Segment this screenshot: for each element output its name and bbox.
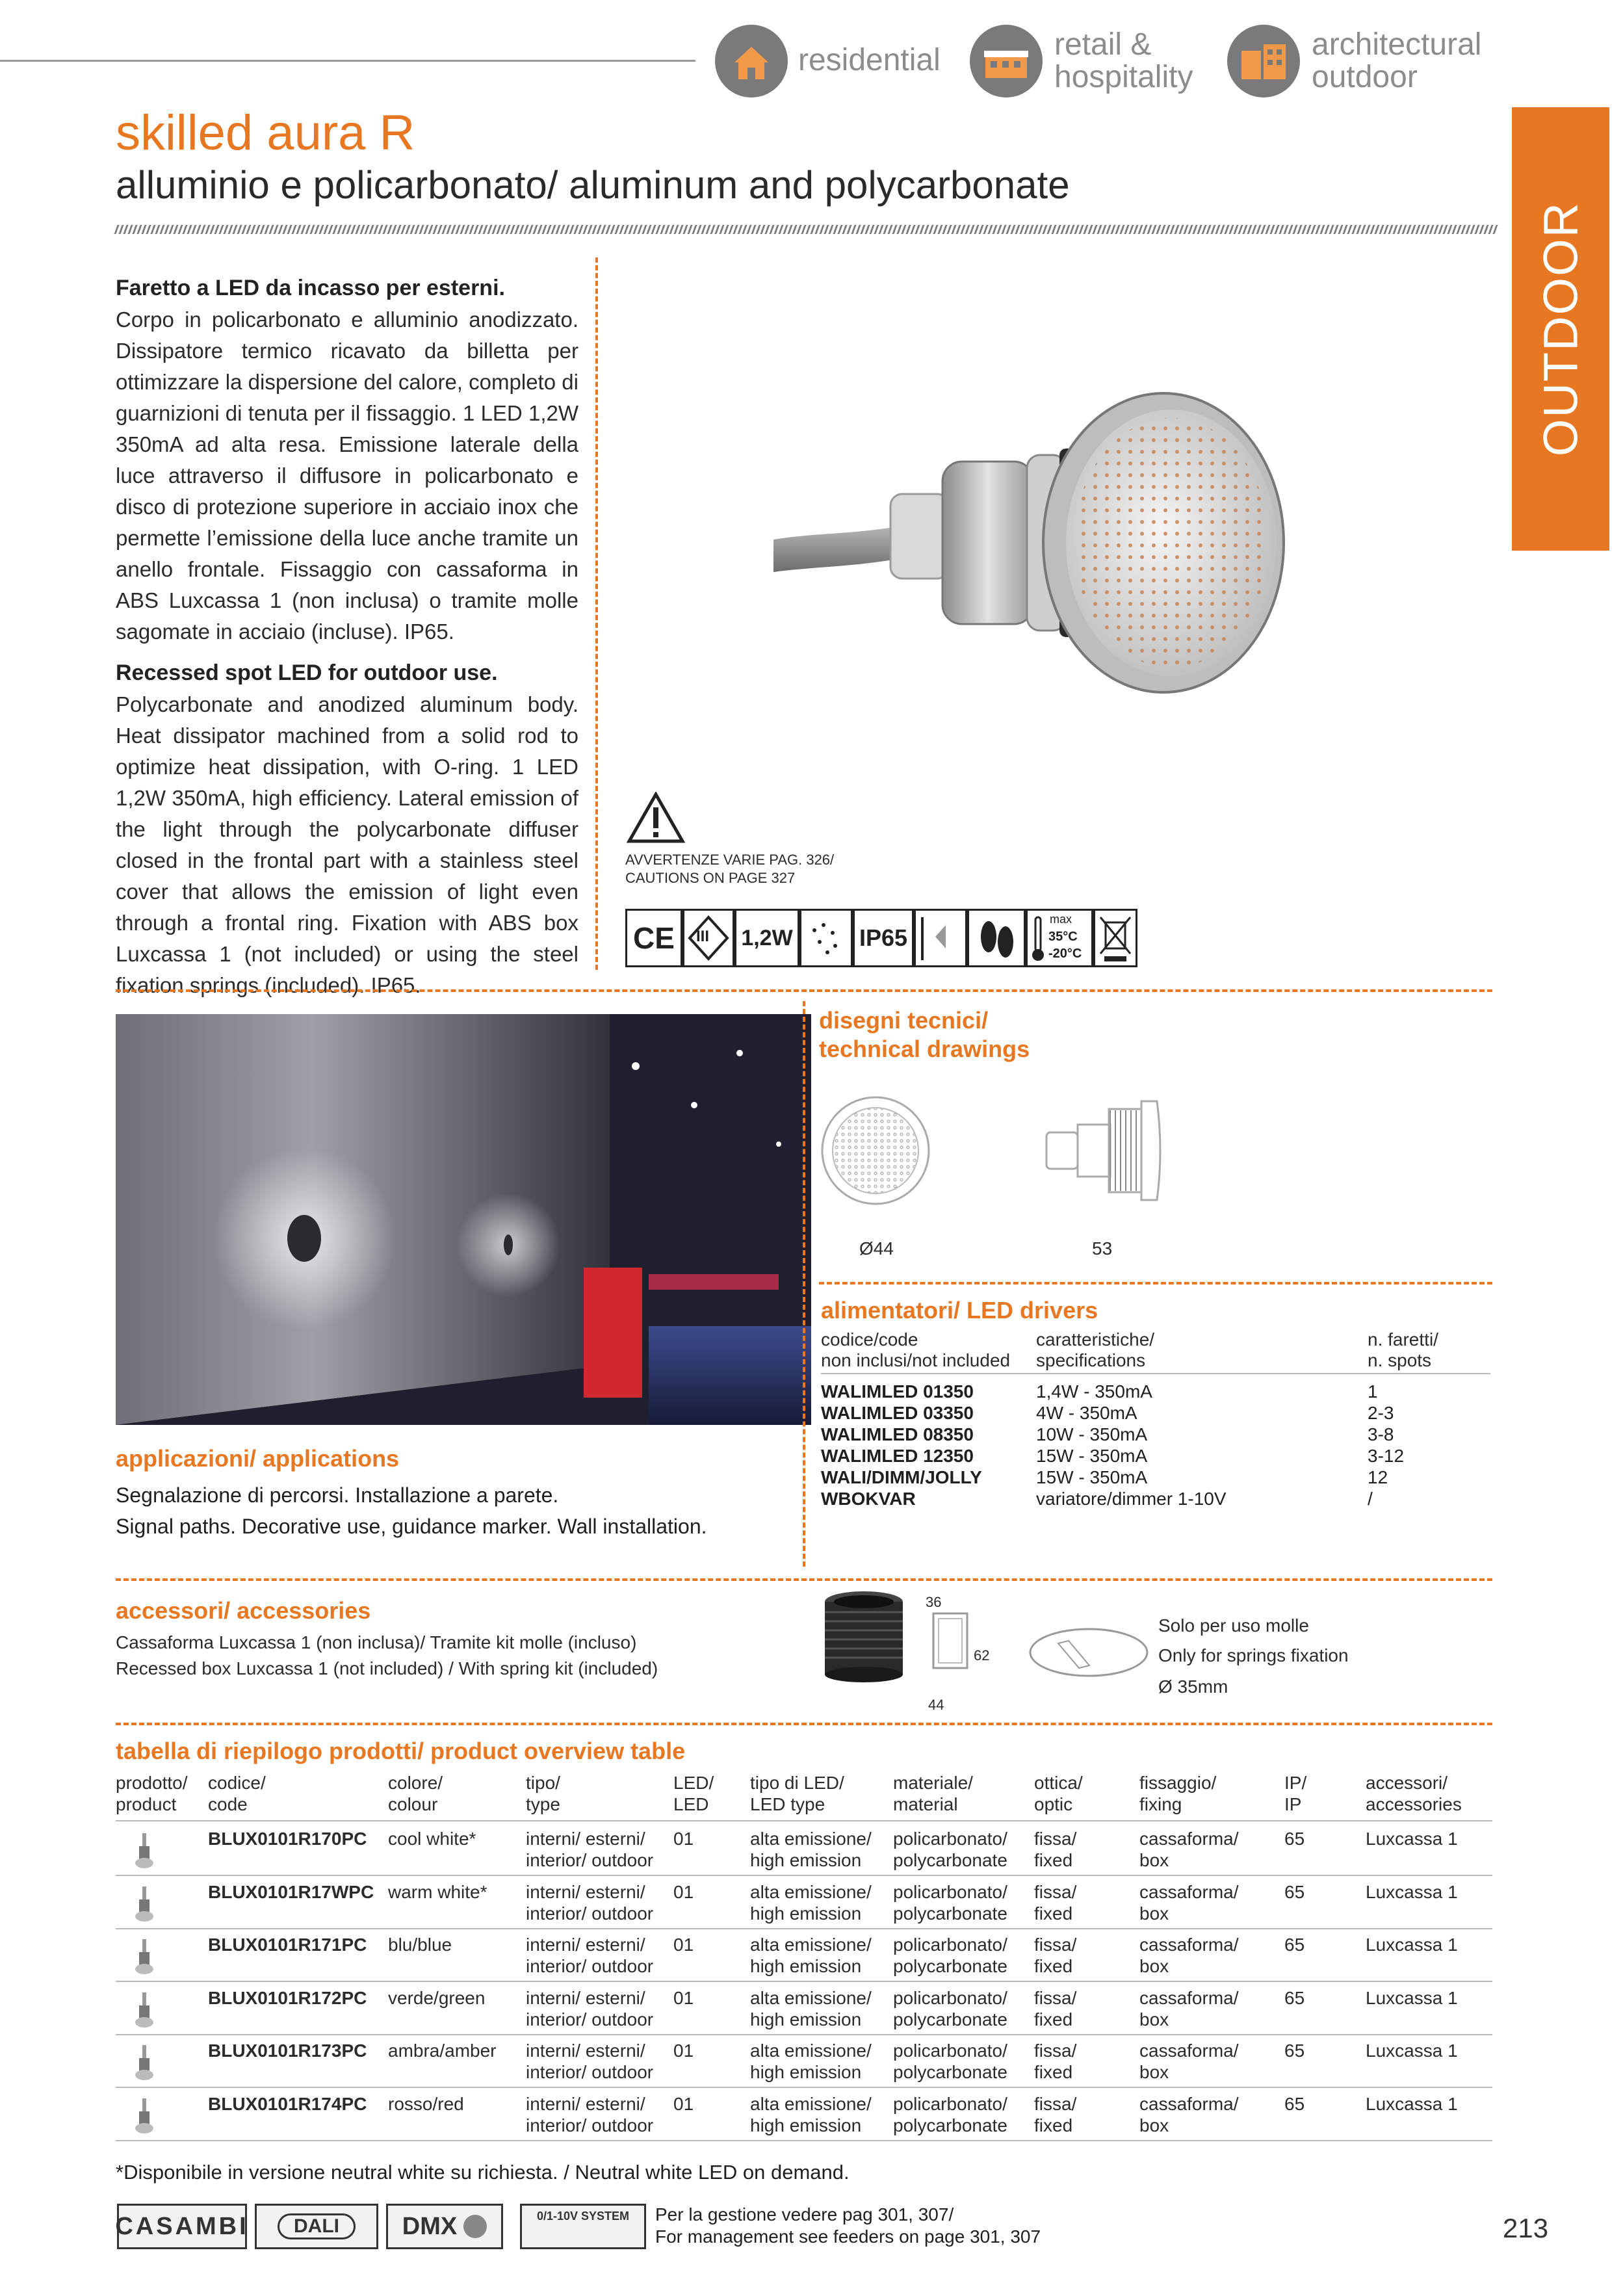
- footer-note-2: For management see feeders on page 301, 307: [655, 2226, 1041, 2247]
- cell-optic2: fixed: [1034, 1903, 1073, 1924]
- product-thumbnail-icon: [131, 1885, 157, 1924]
- walkover-icon: [967, 909, 1026, 967]
- cell-fix2: box: [1139, 1956, 1169, 1976]
- applications-heading: applicazioni/ applications: [116, 1445, 400, 1472]
- intro-en-body: Polycarbonate and anodized aluminum body. Heat dissipator machined from a solid rod to optimize heat dissipation, with O-ring. 1 LED 1,2W 350mA, high efficiency. Lateral emission of the light through the polycarbonate diffuser closed in the frontal part with a stainless steel cover that allows the emission of light even through a frontal ring. Fixation with ABS box Luxcassa 1 (not included) or using the steel fixation springs (included). IP65.: [116, 692, 578, 997]
- power-rating-icon: [734, 909, 799, 967]
- luxcassa-box-photo: [815, 1586, 913, 1684]
- col-product-en: product: [116, 1794, 177, 1814]
- col-type-en: type: [526, 1794, 560, 1814]
- dali-logo: [255, 2204, 378, 2249]
- driver-spec: 15W - 350mA: [1036, 1446, 1148, 1466]
- applications-en: Signal paths. Decorative use, guidance marker. Wall installation.: [116, 1515, 707, 1538]
- col-material-en: material: [893, 1794, 958, 1814]
- class-iii-label: III: [696, 928, 710, 945]
- warning-line-1: AVVERTENZE VARIE PAG. 326/: [625, 852, 835, 868]
- cell-mat2: polycarbonate: [893, 1850, 1007, 1870]
- side-view-drawing: [1033, 1092, 1202, 1209]
- section-divider-3: [116, 1723, 1492, 1725]
- recessed-mount-icon: [914, 909, 967, 967]
- cell-fix1: cassaforma/: [1139, 1935, 1239, 1955]
- power-rating-label: 1,2W: [741, 926, 793, 950]
- side-tab-label: OUTDOOR: [1533, 201, 1588, 457]
- driver-spec: 15W - 350mA: [1036, 1467, 1148, 1487]
- cell-optic1: fissa/: [1034, 1935, 1077, 1955]
- outdoor-side-tab: [1512, 107, 1609, 551]
- row-divider: [116, 2140, 1492, 2141]
- cell-led: 01: [673, 2041, 694, 2061]
- category-residential[interactable]: residential: [798, 43, 941, 77]
- footer-note-1: Per la gestione vedere pag 301, 307/: [655, 2204, 954, 2224]
- cell-fix1: cassaforma/: [1139, 1829, 1239, 1849]
- driver-spec: 10W - 350mA: [1036, 1424, 1148, 1444]
- intro-it-heading: Faretto a LED da incasso per esterni.: [116, 276, 505, 300]
- drawings-heading-1: disegni tecnici/: [819, 1007, 989, 1034]
- cell-optic1: fissa/: [1034, 1988, 1077, 2008]
- cell-code: BLUX0101R17WPC: [208, 1882, 374, 1902]
- col-led: LED/: [673, 1773, 714, 1793]
- cell-mat2: polycarbonate: [893, 1956, 1007, 1976]
- col-fixing: fissaggio/: [1139, 1773, 1217, 1793]
- cell-ledtype1: alta emissione/: [750, 1882, 872, 1902]
- drivers-col-spec-1: caratteristiche/: [1036, 1329, 1155, 1350]
- driver-code: WALIMLED 08350: [821, 1424, 974, 1444]
- cell-led: 01: [673, 1988, 694, 2008]
- intro-it-body: Corpo in policarbonato e alluminio anodizzato. Dissipatore termico ricavato da billetta per ottimizzare la dispersione del calore, completo di guarnizioni di tenuta per il fissaggio. 1 LED 1,2W 350mA ad alta resa. Emissione laterale della luce attraverso il diffusore in policarbonato e disco di protezione superiore in acciaio inox che permette l’emissione della luce anche tramite un anello frontale. Fissaggio con cassaforma in ABS Luxcassa 1 (non inclusa) o tramite molle sagomate in acciaio (incluse). IP65.: [116, 307, 578, 644]
- drivers-col-code-2: non inclusi/not included: [821, 1350, 1011, 1370]
- cell-mat1: policarbonato/: [893, 2041, 1007, 2061]
- ce-mark-label: CE: [633, 921, 675, 955]
- cell-ip: 65: [1284, 1829, 1305, 1849]
- accessories-heading: accessori/ accessories: [116, 1597, 371, 1624]
- col-type: tipo/: [526, 1773, 560, 1793]
- driver-spots: 3-8: [1368, 1424, 1394, 1444]
- driver-spec: 4W - 350mA: [1036, 1403, 1137, 1423]
- cell-ledtype2: high emission: [750, 1956, 862, 1976]
- dmx-logo: [386, 2204, 503, 2249]
- row-divider: [116, 2034, 1492, 2035]
- cell-type2: interior/ outdoor: [526, 1956, 654, 1976]
- drivers-col-spots-1: n. faretti/: [1368, 1329, 1438, 1350]
- col-ip: IP/: [1284, 1773, 1307, 1793]
- driver-code: WALIMLED 12350: [821, 1446, 974, 1466]
- cell-ledtype1: alta emissione/: [750, 1935, 872, 1955]
- warning-line-2: CAUTIONS ON PAGE 327: [625, 870, 796, 886]
- cell-fix1: cassaforma/: [1139, 2041, 1239, 2061]
- dim-depth: 53: [1092, 1238, 1113, 1259]
- section-divider-2: [116, 1578, 1492, 1581]
- cell-type2: interior/ outdoor: [526, 2062, 654, 2082]
- cell-mat2: polycarbonate: [893, 2062, 1007, 2082]
- cell-optic1: fissa/: [1034, 2041, 1077, 2061]
- cell-acc: Luxcassa 1: [1366, 1988, 1458, 2008]
- cell-code: BLUX0101R174PC: [208, 2094, 367, 2114]
- intro-dashed-divider: [595, 257, 598, 970]
- driver-spots: 2-3: [1368, 1403, 1394, 1423]
- accessories-note-1: Solo per uso molle: [1158, 1615, 1309, 1636]
- product-thumbnail-icon: [131, 1991, 157, 2030]
- product-photo: [773, 364, 1313, 728]
- cell-colour: warm white*: [388, 1882, 487, 1902]
- overview-footnote: *Disponibile in versione neutral white su richiesta. / Neutral white LED on demand.: [116, 2161, 850, 2184]
- col-optic-en: optic: [1034, 1794, 1073, 1814]
- drivers-col-spots-2: n. spots: [1368, 1350, 1432, 1370]
- row-divider: [116, 1928, 1492, 1929]
- col-code-en: code: [208, 1794, 248, 1814]
- overview-header-rule: [116, 1820, 1492, 1821]
- col-accessories-en: accessories: [1366, 1794, 1462, 1814]
- cell-type1: interni/ esterni/: [526, 1829, 645, 1849]
- cell-optic2: fixed: [1034, 2062, 1073, 2082]
- dmx-dot-icon: [463, 2215, 487, 2238]
- applications-it: Segnalazione di percorsi. Installazione a parete.: [116, 1483, 559, 1507]
- col-colour: colore/: [388, 1773, 443, 1793]
- drivers-header-rule: [821, 1373, 1490, 1374]
- driver-spec: variatore/dimmer 1-10V: [1036, 1489, 1227, 1509]
- drivers-col-spec-2: specifications: [1036, 1350, 1146, 1370]
- cell-ip: 65: [1284, 2041, 1305, 2061]
- cell-optic2: fixed: [1034, 1956, 1073, 1976]
- driver-spots: 1: [1368, 1381, 1378, 1402]
- driver-code: WBOKVAR: [821, 1489, 916, 1509]
- front-view-drawing: [820, 1092, 931, 1209]
- drawings-heading-2: technical drawings: [819, 1036, 1030, 1062]
- application-photo: [116, 1014, 811, 1425]
- cell-led: 01: [673, 1882, 694, 1902]
- cell-ip: 65: [1284, 1935, 1305, 1955]
- header-rule: [0, 60, 695, 62]
- cell-led: 01: [673, 1935, 694, 1955]
- col-colour-en: colour: [388, 1794, 438, 1814]
- cell-ip: 65: [1284, 1882, 1305, 1902]
- class-iii-icon: [682, 909, 734, 967]
- casambi-logo: [117, 2204, 247, 2249]
- cell-mat1: policarbonato/: [893, 1882, 1007, 1902]
- driver-code: WALIMLED 01350: [821, 1381, 974, 1402]
- ip65-label: IP65: [859, 924, 908, 951]
- cell-mat2: polycarbonate: [893, 1903, 1007, 1924]
- cell-type2: interior/ outdoor: [526, 2009, 654, 2029]
- cell-fix1: cassaforma/: [1139, 2094, 1239, 2114]
- cell-acc: Luxcassa 1: [1366, 1882, 1458, 1902]
- row-divider: [116, 1981, 1492, 1982]
- cell-fix1: cassaforma/: [1139, 1988, 1239, 2008]
- page-number: 213: [1503, 2213, 1549, 2243]
- cell-type2: interior/ outdoor: [526, 1903, 654, 1924]
- cell-ledtype2: high emission: [750, 2009, 862, 2029]
- architectural-outdoor-icon: [1227, 25, 1300, 98]
- weee-bin-icon: [1093, 909, 1137, 967]
- col-optic: ottica/: [1034, 1773, 1083, 1793]
- col-fixing-en: fixing: [1139, 1794, 1182, 1814]
- cell-optic2: fixed: [1034, 1850, 1073, 1870]
- overview-heading: tabella di riepilogo prodotti/ product overview table: [116, 1738, 686, 1764]
- product-thumbnail-icon: [131, 1832, 157, 1871]
- cell-colour: blu/blue: [388, 1935, 452, 1955]
- cell-colour: cool white*: [388, 1829, 476, 1849]
- temp-max-value: 35°C: [1048, 930, 1078, 944]
- cell-colour: rosso/red: [388, 2094, 464, 2114]
- driver-spec: 1,4W - 350mA: [1036, 1381, 1152, 1402]
- cell-acc: Luxcassa 1: [1366, 1829, 1458, 1849]
- col-product: prodotto/: [116, 1773, 188, 1793]
- cell-acc: Luxcassa 1: [1366, 2094, 1458, 2114]
- dim-side: 62: [974, 1647, 990, 1663]
- cell-type1: interni/ esterni/: [526, 2094, 645, 2114]
- drivers-col-code-1: codice/code: [821, 1329, 918, 1350]
- cell-code: BLUX0101R171PC: [208, 1935, 367, 1955]
- cell-colour: ambra/amber: [388, 2041, 497, 2061]
- cell-optic1: fissa/: [1034, 1829, 1077, 1849]
- cell-mat1: policarbonato/: [893, 2094, 1007, 2114]
- cell-optic1: fissa/: [1034, 1882, 1077, 1902]
- cell-mat2: polycarbonate: [893, 2115, 1007, 2135]
- dali-logo-label: DALI: [278, 2213, 356, 2239]
- cell-led: 01: [673, 1829, 694, 1849]
- cell-code: BLUX0101R172PC: [208, 1988, 367, 2008]
- spring-hole-drawing: [1027, 1620, 1150, 1685]
- cell-type2: interior/ outdoor: [526, 2115, 654, 2135]
- product-title: skilled aura R: [116, 105, 415, 161]
- cell-ledtype1: alta emissione/: [750, 2094, 872, 2114]
- analog-dimming-logo-label: 0/1-10V SYSTEM: [536, 2210, 630, 2223]
- accessories-note-2: Only for springs fixation: [1158, 1645, 1349, 1665]
- casambi-logo-label: CASAMBI: [115, 2212, 249, 2240]
- cell-mat1: policarbonato/: [893, 1829, 1007, 1849]
- warning-icon: [627, 792, 685, 844]
- ip65-icon: [853, 909, 914, 967]
- cell-fix2: box: [1139, 2062, 1169, 2082]
- cell-mat1: policarbonato/: [893, 1935, 1007, 1955]
- cell-mat2: polycarbonate: [893, 2009, 1007, 2029]
- dim-diameter: Ø44: [859, 1238, 894, 1259]
- cell-fix2: box: [1139, 2009, 1169, 2029]
- middle-dashed-divider: [803, 1001, 805, 1567]
- category-retail-hospitality[interactable]: retail & hospitality: [1054, 27, 1193, 94]
- retail-hospitality-icon: [970, 25, 1043, 98]
- dmx-logo-label: DMX: [402, 2212, 458, 2240]
- cell-fix2: box: [1139, 1850, 1169, 1870]
- cell-type2: interior/ outdoor: [526, 1850, 654, 1870]
- cell-acc: Luxcassa 1: [1366, 2041, 1458, 2061]
- cell-type1: interni/ esterni/: [526, 1935, 645, 1955]
- cell-ledtype2: high emission: [750, 1850, 862, 1870]
- col-accessories: accessori/: [1366, 1773, 1448, 1793]
- temp-min-value: -20°C: [1048, 946, 1082, 961]
- col-led-en: LED: [673, 1794, 709, 1814]
- drivers-heading: alimentatori/ LED drivers: [821, 1297, 1098, 1324]
- accessories-note-3: Ø 35mm: [1158, 1676, 1228, 1697]
- accessories-line-1: Cassaforma Luxcassa 1 (non inclusa)/ Tramite kit molle (incluso): [116, 1632, 637, 1652]
- accessories-line-2: Recessed box Luxcassa 1 (not included) / With spring kit (included): [116, 1658, 658, 1678]
- driver-code: WALI/DIMM/JOLLY: [821, 1467, 982, 1487]
- drivers-divider: [819, 1282, 1492, 1285]
- water-spray-icon: [799, 909, 853, 967]
- category-architectural-outdoor[interactable]: architectural outdoor: [1312, 27, 1482, 94]
- col-ip-en: IP: [1284, 1794, 1302, 1814]
- temp-max-label: max: [1050, 913, 1072, 926]
- analog-dimming-logo: [520, 2204, 646, 2249]
- cell-ledtype1: alta emissione/: [750, 1829, 872, 1849]
- cell-type1: interni/ esterni/: [526, 1988, 645, 2008]
- cell-optic2: fixed: [1034, 2009, 1073, 2029]
- dim-top: 36: [926, 1594, 942, 1610]
- cell-optic1: fissa/: [1034, 2094, 1077, 2114]
- intro-en-heading: Recessed spot LED for outdoor use.: [116, 660, 498, 685]
- cell-ledtype2: high emission: [750, 1903, 862, 1924]
- cell-fix1: cassaforma/: [1139, 1882, 1239, 1902]
- cell-fix2: box: [1139, 2115, 1169, 2135]
- row-divider: [116, 1875, 1492, 1876]
- driver-spots: 3-12: [1368, 1446, 1405, 1466]
- col-led-type: tipo di LED/: [750, 1773, 844, 1793]
- residential-icon: [715, 25, 788, 98]
- section-divider-1: [116, 989, 1492, 992]
- cell-type1: interni/ esterni/: [526, 1882, 645, 1902]
- cell-ip: 65: [1284, 1988, 1305, 2008]
- cell-colour: verde/green: [388, 1988, 486, 2008]
- col-led-type-en: LED type: [750, 1794, 825, 1814]
- hatch-divider: [114, 225, 1498, 234]
- product-thumbnail-icon: [131, 2097, 157, 2136]
- cell-ledtype1: alta emissione/: [750, 1988, 872, 2008]
- cell-ledtype1: alta emissione/: [750, 2041, 872, 2061]
- driver-spots: /: [1368, 1489, 1373, 1509]
- cell-mat1: policarbonato/: [893, 1988, 1007, 2008]
- dim-bottom: 44: [928, 1697, 944, 1713]
- product-thumbnail-icon: [131, 2044, 157, 2083]
- driver-spots: 12: [1368, 1467, 1388, 1487]
- row-divider: [116, 2087, 1492, 2088]
- cell-fix2: box: [1139, 1903, 1169, 1924]
- col-code: codice/: [208, 1773, 266, 1793]
- cell-ip: 65: [1284, 2094, 1305, 2114]
- cell-acc: Luxcassa 1: [1366, 1935, 1458, 1955]
- cell-type1: interni/ esterni/: [526, 2041, 645, 2061]
- cell-code: BLUX0101R170PC: [208, 1829, 367, 1849]
- cell-ledtype2: high emission: [750, 2062, 862, 2082]
- cell-led: 01: [673, 2094, 694, 2114]
- product-thumbnail-icon: [131, 1938, 157, 1977]
- cell-ledtype2: high emission: [750, 2115, 862, 2135]
- col-material: materiale/: [893, 1773, 973, 1793]
- driver-code: WALIMLED 03350: [821, 1403, 974, 1423]
- product-subtitle: alluminio e policarbonato/ aluminum and polycarbonate: [116, 163, 1070, 207]
- temperature-range-icon: [1026, 909, 1093, 967]
- cell-optic2: fixed: [1034, 2115, 1073, 2135]
- cell-code: BLUX0101R173PC: [208, 2041, 367, 2061]
- ce-mark-icon: [625, 909, 682, 967]
